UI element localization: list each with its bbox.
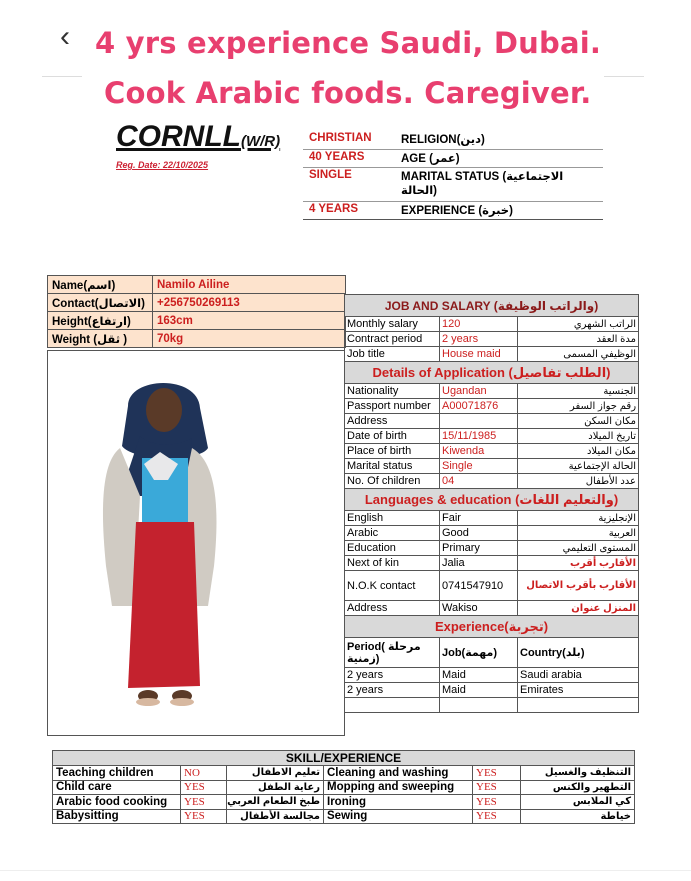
row-job-title: Job title House maid الوظيفي المسمى <box>345 347 639 362</box>
caption-divider-left <box>42 76 82 77</box>
summary-row-experience: 4 YEARS EXPERIENCE (خبرة) <box>303 201 603 219</box>
bottom-divider <box>0 870 691 871</box>
skill-row: Teaching children NO تعليم الاطفال Cleaning and washing YES التنظيف والغسيل <box>53 766 635 781</box>
candidate-photo <box>50 366 290 734</box>
identity-row-height: Height(ارتفاع) 163cm <box>48 312 346 330</box>
caption-line-2: Cook Arabic foods. Caregiver. <box>104 76 592 110</box>
summary-row-religion: CHRISTIAN RELIGION(دين) <box>303 131 603 149</box>
identity-row-name: Name(اسم) Namilo Ailine <box>48 276 346 294</box>
summary-row-age: 40 YEARS AGE (عمر) <box>303 149 603 167</box>
identity-row-contact: Contact(الاتصال) +256750269113 <box>48 294 346 312</box>
application-header: Details of Application (الطلب تفاصيل) <box>345 362 639 384</box>
row-arabic: Arabic Good العربية <box>345 526 639 541</box>
candidate-figure <box>50 366 290 734</box>
skill-row: Babysitting YES مجالسة الأطفال Sewing YES خياطة <box>53 809 635 824</box>
agency-logo: CORNLL(W/R) <box>116 120 281 153</box>
registration-date: Reg. Date: 22/10/2025 <box>116 160 209 170</box>
caption-line-1: 4 yrs experience Saudi, Dubai. <box>95 26 602 60</box>
languages-header: Languages & education (والتعليم اللغات) <box>345 489 639 511</box>
summary-table <box>303 131 603 220</box>
row-marital-status: Marital status Single الحالة الإجتماعية <box>345 459 639 474</box>
experience-row: 2 years Maid Saudi arabia <box>345 668 639 683</box>
back-chevron-icon[interactable]: ‹ <box>60 20 70 53</box>
row-nationality: Nationality Ugandan الجنسية <box>345 384 639 399</box>
experience-columns: Period( مرحلة زمنية) Job(مهمة) Country(بلد) <box>345 638 639 668</box>
skill-row: Child care YES رعاية الطفل Mopping and sweeping YES التطهير والكنس <box>53 780 635 795</box>
row-nok-contact: N.O.K contact 0741547910 الأقارب بأقرب الاتصال <box>345 571 639 601</box>
row-monthly-salary: Monthly salary 120 الراتب الشهري <box>345 317 639 332</box>
row-passport: Passport number A00071876 رقم جواز السفر <box>345 399 639 414</box>
row-place-of-birth: Place of birth Kiwenda مكان الميلاد <box>345 444 639 459</box>
skill-row: Arabic food cooking YES طبخ الطعام العربي Ironing YES كي الملابس <box>53 795 635 810</box>
row-english: English Fair الإنجليزية <box>345 511 639 526</box>
row-address: Address مكان السكن <box>345 414 639 429</box>
skills-header: SKILL/EXPERIENCE <box>53 751 635 766</box>
experience-row-empty <box>345 698 639 713</box>
skills-table <box>52 750 635 824</box>
row-next-of-kin: Next of kin Jalia الأقارب أقرب <box>345 556 639 571</box>
row-children: No. Of children 04 عدد الأطفال <box>345 474 639 489</box>
identity-table <box>47 275 346 348</box>
identity-row-weight: Weight (ثقل ) 70kg <box>48 330 346 348</box>
experience-row: 2 years Maid Emirates <box>345 683 639 698</box>
row-contract-period: Contract period 2 years مدة العقد <box>345 332 639 347</box>
job-salary-header: JOB AND SALARY (والراتب الوظيفة) <box>345 295 639 317</box>
row-kin-address: Address Wakiso المنزل عنوان <box>345 601 639 616</box>
job-details-table <box>344 294 639 713</box>
caption-divider-right <box>604 76 644 77</box>
summary-row-marital: SINGLE MARITAL STATUS (الاجتماعية الحالة) <box>303 167 603 201</box>
row-date-of-birth: Date of birth 15/11/1985 تاريخ الميلاد <box>345 429 639 444</box>
experience-header: Experience(تجربة) <box>345 616 639 638</box>
row-education: Education Primary المستوى التعليمي <box>345 541 639 556</box>
